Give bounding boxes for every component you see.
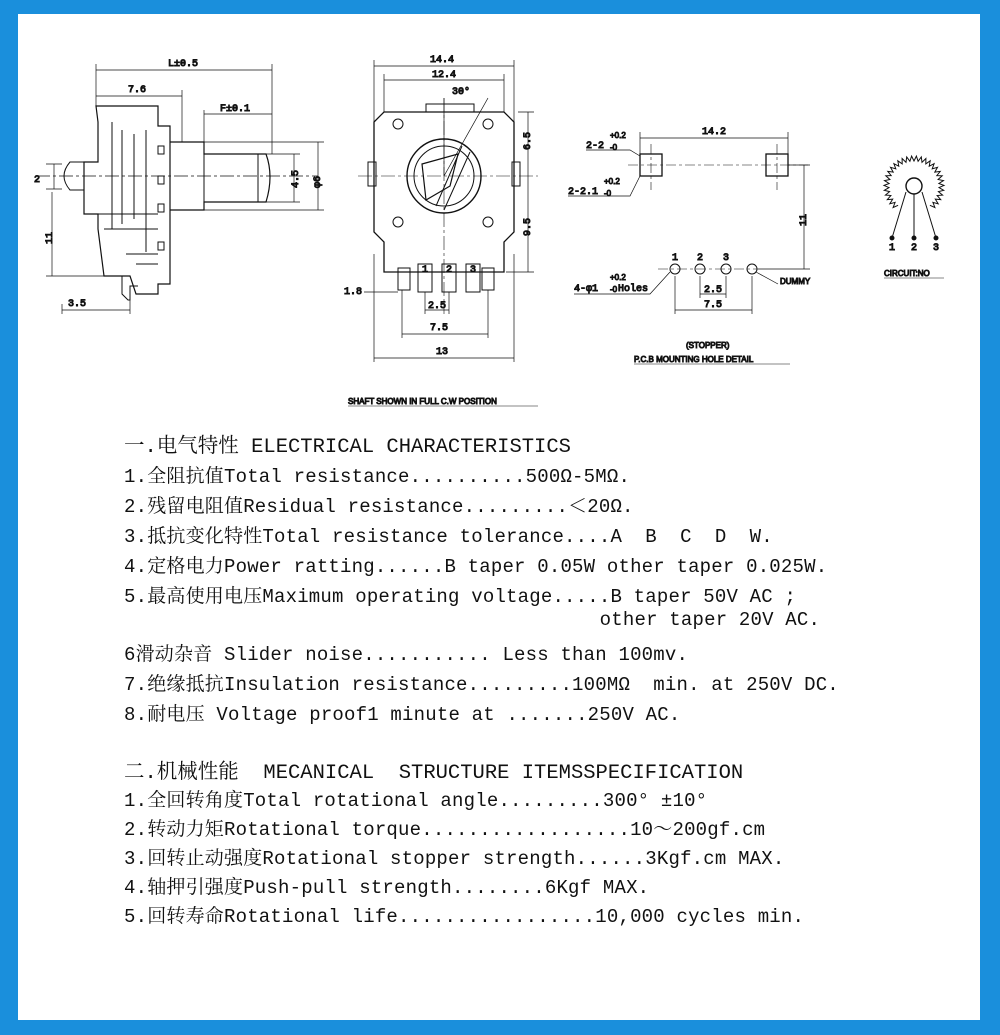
front-pin-1: 1	[422, 265, 429, 276]
front-dim-pitch: 2.5	[428, 301, 447, 312]
electrical-item-8: 8.耐电压 Voltage proof1 minute at .......250V AC.	[124, 704, 681, 726]
side-dim-flat: F±0.1	[220, 104, 251, 115]
pcb-dim-width: 14.2	[702, 127, 727, 138]
mechanical-title: 二.机械性能 MECANICAL STRUCTURE ITEMSSPECIFICATION	[124, 762, 744, 785]
circuit-pin-3: 3	[933, 243, 940, 254]
datasheet-page	[18, 14, 980, 1020]
pcb-tab2-tol-down: -0	[604, 189, 612, 198]
pcb-tab2: 2-2.1	[568, 187, 599, 198]
front-view-caption: SHAFT SHOWN IN FULL C.W POSITION	[348, 397, 497, 406]
mechanical-item-2: 2.转动力矩Rotational torque..................10～200gf.cm	[124, 819, 766, 841]
circuit-pin-2: 2	[911, 243, 918, 254]
front-dim-angle: 30°	[452, 87, 471, 98]
mechanical-item-3: 3.回转止动强度Rotational stopper strength......3Kgf.cm MAX.	[124, 848, 785, 870]
electrical-item-7: 7.绝缘抵抗Insulation resistance.........100MΩ min. at 250V DC.	[124, 674, 839, 696]
side-dim-height: 11	[45, 231, 56, 244]
side-dim-flat-dia: 4.5	[291, 169, 302, 188]
front-dim-pin-w: 1.8	[344, 287, 363, 298]
electrical-item-6: 6滑动杂音 Slider noise........... Less than 100mv.	[124, 644, 689, 666]
circuit-pin-1: 1	[889, 243, 896, 254]
pcb-stopper: (STOPPER)	[686, 341, 730, 350]
side-dim-length: L±0.5	[168, 59, 199, 70]
front-dim-inner: 12.4	[432, 70, 457, 81]
front-pin-2: 2	[446, 265, 453, 276]
pcb-holes-tol-up: +0.2	[610, 273, 626, 282]
electrical-item-4: 4.定格电力Power ratting......B taper 0.05W other taper 0.025W.	[124, 556, 828, 578]
front-pin-3: 3	[470, 265, 477, 276]
pcb-tab1-tol-down: -0	[610, 143, 618, 152]
side-dim-body: 7.6	[128, 85, 147, 96]
mechanical-item-5: 5.回转寿命Rotational life.................10,000 cycles min.	[124, 906, 805, 928]
front-view	[344, 55, 538, 406]
electrical-item-5: 5.最高使用电压Maximum operating voltage.....B taper 50V AC ;	[124, 586, 797, 608]
mechanical-item-4: 4.轴押引强度Push-pull strength........6Kgf MAX.	[124, 877, 650, 899]
front-dim-outer: 14.4	[430, 55, 455, 66]
pcb-tab1-tol-up: +0.2	[610, 131, 626, 140]
pcb-dim-pitch: 2.5	[704, 285, 723, 296]
electrical-title: 一.电气特性 ELECTRICAL CHARACTERISTICS	[124, 436, 571, 459]
side-dim-shaft-dia: φ6	[313, 175, 324, 188]
side-view	[34, 59, 324, 314]
electrical-item-3: 3.抵抗变化特性Total resistance tolerance....A B C D W.	[124, 526, 773, 548]
side-dim-pin: 3.5	[68, 299, 87, 310]
pcb-caption: P.C.B MOUNTING HOLE DETAIL	[634, 355, 754, 364]
pcb-tab1: 2-2	[586, 141, 605, 152]
side-dim-left: 2	[34, 175, 41, 186]
pcb-pin-2: 2	[697, 253, 704, 264]
electrical-item-1: 1.全阻抗值Total resistance..........500Ω-5MΩ.	[124, 466, 631, 488]
pcb-detail	[568, 127, 811, 364]
pcb-pin-3: 3	[723, 253, 730, 264]
pcb-holes: 4-φ1	[574, 284, 599, 295]
front-dim-upper: 6.5	[523, 131, 534, 150]
pcb-holes-suffix: Holes	[618, 284, 649, 295]
pcb-dummy: DUMMY	[780, 277, 811, 286]
circuit-caption: CIRCUIT:NO	[884, 269, 930, 278]
pcb-dim-span: 7.5	[704, 300, 723, 311]
technical-drawing	[18, 14, 980, 414]
front-dim-span: 7.5	[430, 323, 449, 334]
pcb-tab2-tol-up: +0.2	[604, 177, 620, 186]
electrical-item-5-cont: other taper 20V AC.	[124, 609, 821, 631]
pcb-dim-height: 11	[799, 213, 810, 226]
front-dim-lower: 9.5	[523, 217, 534, 236]
pcb-holes-tol-down: -0	[610, 285, 618, 294]
mechanical-item-1: 1.全回转角度Total rotational angle.........300° ±10°	[124, 790, 708, 812]
circuit-symbol	[884, 156, 944, 278]
front-dim-total: 13	[436, 347, 449, 358]
pcb-pin-1: 1	[672, 253, 679, 264]
electrical-item-2: 2.残留电阻值Residual resistance.........＜20Ω.	[124, 496, 634, 518]
